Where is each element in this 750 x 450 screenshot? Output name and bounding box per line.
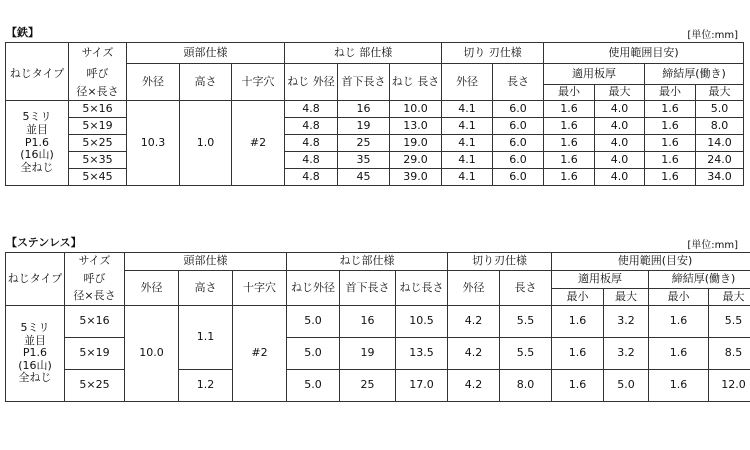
clamp-max-cell: 12.0 [709,370,750,402]
clamp-max-header: 最大 [696,85,744,101]
head-diameter-header: 外径 [127,64,180,101]
size-header-line2: 呼び [69,64,127,85]
type-line: P1.6 [22,346,48,360]
neck-length-header: 首下長さ [340,271,396,306]
clamp-max-cell: 5.0 [696,101,744,118]
cut-diameter-cell: 4.2 [448,370,500,402]
size-cell: 5×16 [69,101,127,118]
plate-min-cell: 1.6 [544,169,595,186]
plate-max-cell: 4.0 [595,101,645,118]
size-cell: 5×19 [65,338,125,370]
cross-recess-header: 十字穴 [232,64,285,101]
table-row [6,135,744,152]
table-row [6,152,744,169]
head-spec-header: 頭部仕様 [125,253,287,271]
cut-length-cell: 6.0 [493,135,544,152]
plate-max-cell: 4.0 [595,152,645,169]
neck-length-cell: 16 [338,101,390,118]
stainless-unit-label: [単位:mm] [687,240,738,251]
neck-length-cell: 25 [338,135,390,152]
thread-length-cell: 13.0 [390,118,442,135]
clamp-max-cell: 34.0 [696,169,744,186]
cut-length-cell: 6.0 [493,152,544,169]
neck-length-cell: 16 [340,306,396,338]
clamp-min-cell: 1.6 [645,101,696,118]
clamp-max-cell: 5.5 [709,306,750,338]
clamp-thickness-header: 締結厚(働き) [649,271,750,289]
cut-diameter-header: 外径 [448,271,500,306]
plate-min-header: 最小 [552,289,604,306]
plate-max-header: 最大 [595,85,645,101]
clamp-min-cell: 1.6 [645,118,696,135]
plate-max-cell: 4.0 [595,118,645,135]
thread-diameter-header: ねじ外径 [287,271,340,306]
plate-max-cell: 4.0 [595,135,645,152]
table-row [6,338,750,370]
cut-length-cell: 6.0 [493,169,544,186]
thread-length-cell: 13.5 [396,338,448,370]
neck-length-cell: 35 [338,152,390,169]
table-row [6,370,750,402]
thread-diameter-cell: 5.0 [287,370,340,402]
cut-diameter-cell: 4.2 [448,306,500,338]
type-header-blank-bottom [6,289,65,306]
size-cell: 5×45 [69,169,127,186]
thread-spec-header: ねじ 部仕様 [285,43,442,64]
size-header-line3: 径×長さ [65,289,125,306]
clamp-max-cell: 24.0 [696,152,744,169]
cut-diameter-header: 外径 [442,64,493,101]
head-diameter-header: 外径 [125,271,179,306]
plate-min-cell: 1.6 [544,152,595,169]
size-cell: 5×35 [69,152,127,169]
table-row [6,306,750,338]
neck-length-cell: 25 [340,370,396,402]
plate-min-cell: 1.6 [552,370,604,402]
plate-min-cell: 1.6 [544,135,595,152]
type-line: 並目 [24,333,46,347]
thread-diameter-cell: 4.8 [285,152,338,169]
iron-spec-table [5,42,744,186]
cut-length-cell: 8.0 [500,370,552,402]
type-line: (16山) [18,358,52,372]
clamp-max-cell: 8.5 [709,338,750,370]
head-spec-header: 頭部仕様 [127,43,285,64]
clamp-min-cell: 1.6 [645,152,696,169]
type-line: P1.6 [24,135,50,149]
thread-length-cell: 29.0 [390,152,442,169]
cut-length-cell: 5.5 [500,338,552,370]
size-header-line3: 径×長さ [69,85,127,101]
screw-type-cell [6,101,69,186]
size-cell: 5×25 [69,135,127,152]
thread-length-cell: 10.5 [396,306,448,338]
cut-length-header: 長さ [500,271,552,306]
clamp-max-cell: 14.0 [696,135,744,152]
cut-diameter-cell: 4.1 [442,118,493,135]
plate-thickness-header: 適用板厚 [552,271,649,289]
thread-diameter-cell: 4.8 [285,101,338,118]
head-diameter-cell: 10.0 [125,306,179,402]
plate-min-cell: 1.6 [544,118,595,135]
type-header: ねじタイプ [6,271,65,289]
head-diameter-cell: 10.3 [127,101,180,186]
iron-section-title: 【鉄】 [6,26,39,39]
thread-length-header: ねじ 長さ [390,64,442,101]
usage-range-header: 使用範囲目安) [544,43,744,64]
size-cell: 5×19 [69,118,127,135]
stainless-spec-table [5,252,750,402]
cut-diameter-cell: 4.1 [442,101,493,118]
size-header-line2: 呼び [65,271,125,289]
thread-length-cell: 19.0 [390,135,442,152]
cutting-spec-header: 切り刃仕様 [448,253,552,271]
thread-length-cell: 10.0 [390,101,442,118]
thread-length-header: ねじ長さ [396,271,448,306]
head-height-cell: 1.2 [179,370,233,402]
plate-max-cell: 3.2 [604,338,649,370]
cut-length-cell: 6.0 [493,118,544,135]
cutting-spec-header: 切り 刃仕様 [442,43,544,64]
type-line: 5ミリ [20,320,50,334]
screw-type-cell [6,306,65,402]
table-row [6,118,744,135]
cross-recess-header: 十字穴 [233,271,287,306]
size-header-line1: サイズ [65,253,125,271]
clamp-min-cell: 1.6 [649,338,709,370]
clamp-min-header: 最小 [649,289,709,306]
type-header-blank [6,43,69,64]
plate-min-header: 最小 [544,85,595,101]
neck-length-header: 首下長さ [338,64,390,101]
cut-diameter-cell: 4.2 [448,338,500,370]
table-row [6,101,744,118]
head-height-cell: 1.1 [179,306,233,370]
type-line: 全ねじ [18,371,52,385]
thread-diameter-cell: 4.8 [285,118,338,135]
size-header-line1: サイズ [69,43,127,64]
clamp-min-cell: 1.6 [649,370,709,402]
cross-recess-cell: #2 [233,306,287,402]
type-header: ねじタイプ [6,64,69,85]
clamp-min-cell: 1.6 [645,169,696,186]
cut-diameter-cell: 4.1 [442,152,493,169]
stainless-section-title: 【ステンレス】 [6,236,82,249]
cut-diameter-cell: 4.1 [442,169,493,186]
plate-thickness-header: 適用板厚 [544,64,645,85]
thread-diameter-cell: 4.8 [285,169,338,186]
thread-length-cell: 39.0 [390,169,442,186]
table-row [6,169,744,186]
plate-max-cell: 5.0 [604,370,649,402]
thread-diameter-cell: 5.0 [287,306,340,338]
cut-length-cell: 6.0 [493,101,544,118]
cross-recess-cell: #2 [232,101,285,186]
thread-diameter-cell: 5.0 [287,338,340,370]
type-line: 全ねじ [20,160,54,174]
cut-length-cell: 5.5 [500,306,552,338]
clamp-max-header: 最大 [709,289,750,306]
clamp-max-cell: 8.0 [696,118,744,135]
neck-length-cell: 19 [338,118,390,135]
iron-unit-label: [単位:mm] [687,30,738,41]
head-height-header: 高さ [180,64,232,101]
usage-range-header: 使用範囲(目安) [552,253,750,271]
plate-max-cell: 3.2 [604,306,649,338]
plate-min-cell: 1.6 [544,101,595,118]
plate-min-cell: 1.6 [552,306,604,338]
clamp-thickness-header: 締結厚(働き) [645,64,744,85]
thread-diameter-cell: 4.8 [285,135,338,152]
plate-max-cell: 4.0 [595,169,645,186]
clamp-min-cell: 1.6 [645,135,696,152]
thread-length-cell: 17.0 [396,370,448,402]
thread-spec-header: ねじ部仕様 [287,253,448,271]
type-line: (16山) [20,148,54,162]
head-height-header: 高さ [179,271,233,306]
size-cell: 5×25 [65,370,125,402]
head-height-cell: 1.0 [180,101,232,186]
cut-length-header: 長さ [493,64,544,101]
plate-min-cell: 1.6 [552,338,604,370]
type-header-blank [6,253,65,271]
type-line: 5ミリ [22,110,52,124]
type-line: 並目 [26,123,48,137]
plate-max-header: 最大 [604,289,649,306]
cut-diameter-cell: 4.1 [442,135,493,152]
size-cell: 5×16 [65,306,125,338]
neck-length-cell: 45 [338,169,390,186]
type-header-blank-bottom [6,85,69,101]
clamp-min-cell: 1.6 [649,306,709,338]
clamp-min-header: 最小 [645,85,696,101]
neck-length-cell: 19 [340,338,396,370]
thread-diameter-header: ねじ 外径 [285,64,338,101]
